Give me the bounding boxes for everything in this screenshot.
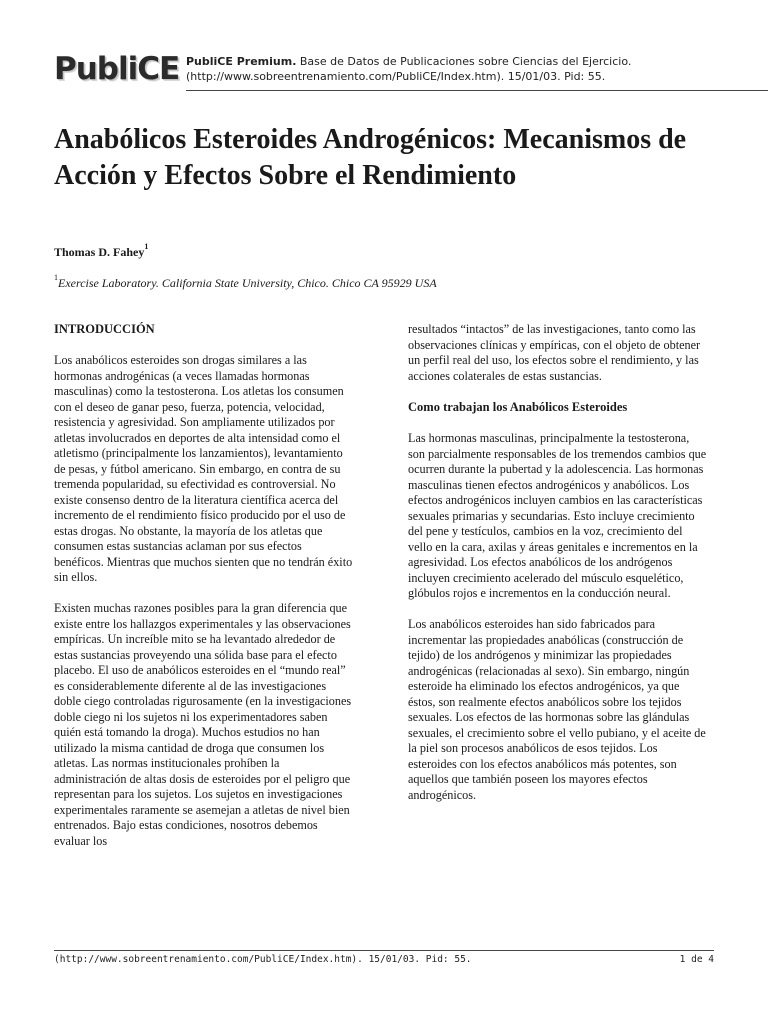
- paragraph: Las hormonas masculinas, principalmente la testosterona, son parcialmente responsables de los tremendos cambios que ocurren durante la pubertad y la adolescencia. Las hormonas masculinas tienen efectos androgénicos y anabólicos. Los efectos androgénicos incluyen cambios en las características sexuales primarias y secundarias. Esto incluye crecimiento del pene y testículos, cambios en la voz, crecimiento del vello en la cara, axilas y áreas genitales e incrementos en la agresividad. Los efectos anabólicos de los andrógenos incluyen crecimiento acelerado del músculo esquelético, glóbulos rojos e incrementos en la conducción neural.: [408, 431, 707, 600]
- left-column: [54, 322, 354, 865]
- section-heading-introduccion: INTRODUCCIÓN: [54, 322, 155, 336]
- paragraph: Los anabólicos esteroides son drogas similares a las hormonas androgénicas (a veces llamadas hormonas masculinas) como la testosterona. Los atletas los consumen con el deseo de ganar peso, fuerza, potencia, velocidad, resistencia y agresividad. Son ampliamente utilizados por atletas involucrados en deportes de alta intensidad como el atletismo (principalmente los lanzamientos), levantamiento de pesas, y fútbol americano. Sin embargo, en contra de su tremenda popularidad, su efectividad es controversial. No existe consenso dentro de la literatura científica acerca del incremento de el rendimiento físico producido por el uso de estas drogas. No obstante, la mayoría de los atletas que consumen estas sustancias aclaman por sus efectos benéficos. Mientras que muchos sienten que no tendrán éxito sin ellos.: [54, 353, 353, 584]
- page-header: [54, 50, 714, 92]
- page-footer: [54, 954, 714, 965]
- publice-logo: PubliCE: [54, 51, 180, 87]
- header-text: [186, 54, 716, 84]
- author-superscript: 1: [144, 242, 149, 251]
- affiliation-text: Exercise Laboratory. California State University, Chico. Chico CA 95929 USA: [58, 276, 437, 290]
- header-divider: [186, 90, 768, 91]
- affiliation-superscript: 1: [54, 273, 58, 282]
- footer-divider: [54, 950, 714, 951]
- header-citation: (http://www.sobreentrenamiento.com/PubliCE/Index.htm). 15/01/03. Pid: 55.: [186, 70, 606, 83]
- author-name: Thomas D. Fahey: [54, 245, 145, 259]
- section-heading-como-trabajan: Como trabajan los Anabólicos Esteroides: [408, 400, 628, 414]
- header-tagline: Base de Datos de Publicaciones sobre Ciencias del Ejercicio.: [299, 55, 632, 68]
- paragraph: resultados “intactos” de las investigaciones, tanto como las observaciones clínicas y empíricas, con el objeto de obtener un perfil real del uso, los efectos sobre el rendimiento, y las acciones colaterales de estas sustancias.: [408, 322, 701, 383]
- page-number: 1 de 4: [679, 954, 714, 965]
- author-line: [54, 242, 149, 260]
- affiliation-line: [54, 273, 437, 291]
- paragraph: Existen muchas razones posibles para la gran diferencia que existe entre los hallazgos experimentales y las observaciones empíricas. Un increíble mito se ha levantado alrededor de estas sustancias proveyendo una sólida base para el efecto placebo. El uso de anabólicos esteroides en el “mundo real” es considerablemente diferente al de las investigaciones doble ciego controladas rigurosamente (en la investigaciones doble ciego ni los sujetos ni los experimentadores saben quién está tomando la droga). Muchos estudios no han utilizado la misma cantidad de droga que consumen los atletas. Las normas institucionales prohíben la administración de altas dosis de esteroides por el peligro que representan para los sujetos. Los sujetos en investigaciones experimentales raramente se asemejan a atletas de nivel bien entrenados. Bajo estas condiciones, nosotros debemos evaluar los: [54, 601, 352, 848]
- footer-citation: (http://www.sobreentrenamiento.com/PubliCE/Index.htm). 15/01/03. Pid: 55.: [54, 954, 472, 965]
- right-column: [408, 322, 708, 819]
- header-brand: PubliCE Premium.: [186, 55, 297, 68]
- paragraph: Los anabólicos esteroides han sido fabricados para incrementar las propiedades anabólicas (construcción de tejido) de los andrógenos y minimizar las propiedades androgénicas (relacionadas al sexo). Sin embargo, ningún esteroide ha eliminado los efectos androgénicos, ya que éstos, son realmente efectos anabólicos sobre los tejidos sexuales. Los efectos de las hormonas sobre las glándulas sexuales, el crecimiento sobre el vello pubiano, y el aceite de la piel son procesos anabólicos de esos tejidos. Los esteroides con los efectos anabólicos más potentes, son aquellos que también poseen los mayores efectos androgénicos.: [408, 617, 706, 802]
- article-title: Anabólicos Esteroides Androgénicos: Mecanismos de Acción y Efectos Sobre el Rendimiento: [54, 124, 687, 191]
